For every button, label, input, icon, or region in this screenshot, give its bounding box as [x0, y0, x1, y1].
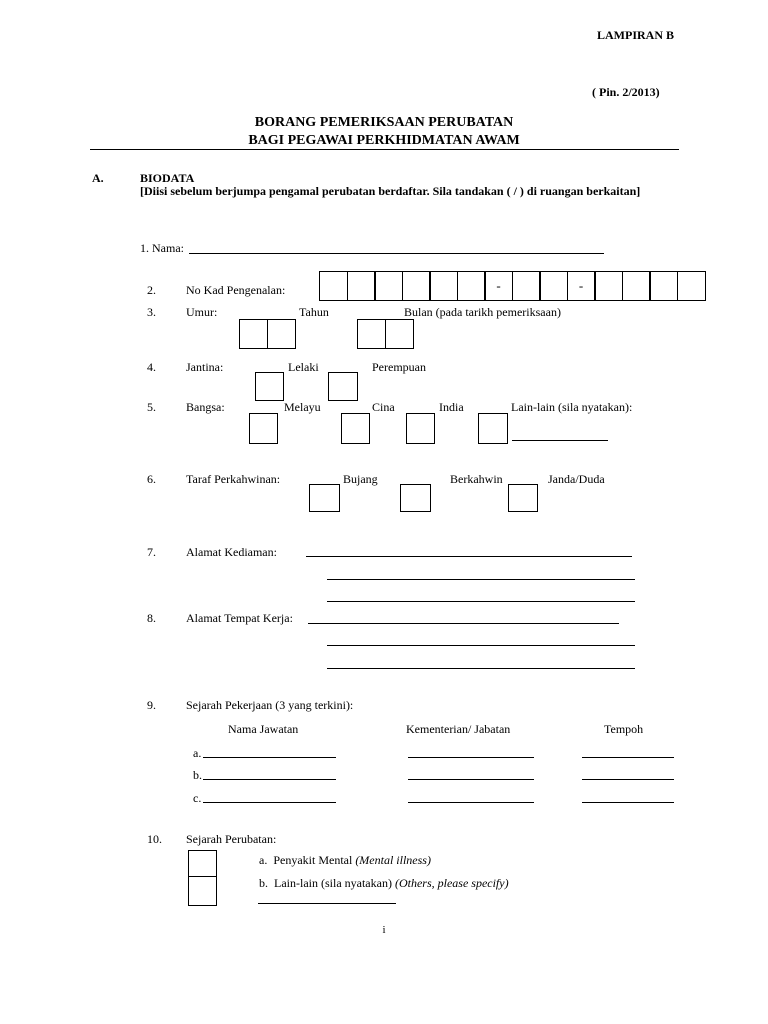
race-label: Bangsa:: [186, 400, 225, 414]
ic-separator: -: [484, 271, 513, 301]
employment-number: 9.: [147, 698, 156, 712]
medical-other-item: [259, 876, 509, 891]
employment-row-b-position[interactable]: [203, 779, 336, 780]
home-address-label: Alamat Kediaman:: [186, 545, 277, 559]
race-number: 5.: [147, 400, 156, 414]
race-malay-checkbox[interactable]: [249, 413, 278, 444]
employment-row-c-position[interactable]: [203, 802, 336, 803]
marital-married-checkbox[interactable]: [400, 484, 431, 512]
age-number: 3.: [147, 305, 156, 319]
page-number: i: [382, 924, 386, 936]
ic-digit-box[interactable]: [374, 271, 403, 301]
age-years-boxes[interactable]: [239, 319, 296, 349]
medical-other-input-line[interactable]: [258, 903, 396, 904]
employment-row-b-label: b.: [193, 768, 202, 782]
age-months-digit-box[interactable]: [385, 319, 414, 349]
medical-mental-english: (Mental illness): [355, 853, 431, 867]
section-instruction: [Diisi sebelum berjumpa pengamal perubatan berdaftar. Sila tandakan ( / ) di ruangan berkaitan]: [140, 184, 641, 198]
age-label: Umur:: [186, 305, 218, 319]
employment-row-a-ministry[interactable]: [408, 757, 534, 758]
race-other-label: Lain-lain (sila nyatakan):: [511, 400, 633, 414]
work-address-line-3[interactable]: [327, 668, 635, 669]
home-address-line-3[interactable]: [327, 601, 635, 602]
employment-row-c-label: c.: [193, 791, 202, 805]
form-title-line1: BORANG PEMERIKSAAN PERUBATAN: [254, 115, 514, 130]
employment-col-duration: Tempoh: [604, 722, 644, 736]
ic-digit-box[interactable]: [677, 271, 706, 301]
ic-digit-box[interactable]: [512, 271, 541, 301]
age-months-digit-box[interactable]: [357, 319, 386, 349]
medical-history-number: 10.: [147, 832, 162, 846]
ic-digit-box[interactable]: [429, 271, 458, 301]
reference-number: ( Pin. 2/2013): [592, 85, 660, 99]
gender-male-checkbox[interactable]: [255, 372, 284, 401]
ic-digit-box[interactable]: [319, 271, 348, 301]
employment-label: Sejarah Pekerjaan (3 yang terkini):: [186, 698, 354, 712]
ic-label: No Kad Pengenalan:: [186, 283, 286, 297]
home-address-line-1[interactable]: [306, 556, 632, 557]
race-indian-checkbox[interactable]: [406, 413, 435, 444]
ic-digit-box[interactable]: [402, 271, 431, 301]
name-input-line[interactable]: [189, 253, 604, 254]
marital-widowed-checkbox[interactable]: [508, 484, 538, 512]
marital-widowed-label: Janda/Duda: [548, 472, 605, 486]
race-chinese-checkbox[interactable]: [341, 413, 370, 444]
employment-row-a-position[interactable]: [203, 757, 336, 758]
appendix-label: LAMPIRAN B: [597, 28, 674, 42]
age-months-label: Bulan (pada tarikh pemeriksaan): [404, 305, 561, 319]
employment-row-c-ministry[interactable]: [408, 802, 534, 803]
employment-col-position: Nama Jawatan: [228, 722, 299, 736]
title-divider: [90, 149, 679, 150]
gender-female-label: Perempuan: [372, 360, 426, 374]
age-years-label: Tahun: [299, 305, 329, 319]
home-address-line-2[interactable]: [327, 579, 635, 580]
ic-digit-box[interactable]: [622, 271, 651, 301]
employment-row-c-duration[interactable]: [582, 802, 674, 803]
employment-col-ministry: Kementerian/ Jabatan: [406, 722, 511, 736]
form-title-line2: BAGI PEGAWAI PERKHIDMATAN AWAM: [248, 133, 520, 148]
marital-married-label: Berkahwin: [450, 472, 503, 486]
employment-row-b-duration[interactable]: [582, 779, 674, 780]
marital-single-label: Bujang: [343, 472, 378, 486]
age-months-boxes[interactable]: [357, 319, 414, 349]
medical-other-prefix: b.: [259, 876, 268, 890]
ic-digit-box[interactable]: [347, 271, 376, 301]
gender-number: 4.: [147, 360, 156, 374]
marital-number: 6.: [147, 472, 156, 486]
ic-number: 2.: [147, 283, 156, 297]
work-address-line-1[interactable]: [308, 623, 619, 624]
race-malay-label: Melayu: [284, 400, 321, 414]
race-indian-label: India: [439, 400, 464, 414]
ic-digit-box[interactable]: [539, 271, 568, 301]
ic-digit-box[interactable]: [649, 271, 678, 301]
work-address-line-2[interactable]: [327, 645, 635, 646]
section-letter: A.: [92, 171, 104, 185]
medical-other-english: (Others, please specify): [394, 876, 509, 890]
section-heading: BIODATA: [140, 171, 195, 185]
age-years-digit-box[interactable]: [239, 319, 268, 349]
medical-mental-item: [259, 853, 431, 868]
marital-single-checkbox[interactable]: [309, 484, 340, 512]
gender-female-checkbox[interactable]: [328, 372, 358, 401]
race-chinese-label: Cina: [372, 400, 395, 414]
medical-mental-checkbox[interactable]: [188, 850, 217, 878]
employment-row-a-label: a.: [193, 746, 202, 760]
ic-digit-box[interactable]: [457, 271, 486, 301]
medical-mental-text: Penyakit Mental: [273, 853, 353, 867]
marital-label: Taraf Perkahwinan:: [186, 472, 281, 486]
home-address-number: 7.: [147, 545, 156, 559]
medical-other-text: Lain-lain (sila nyatakan): [274, 876, 392, 890]
work-address-label: Alamat Tempat Kerja:: [186, 611, 293, 625]
medical-other-checkbox[interactable]: [188, 876, 217, 906]
name-label: 1. Nama:: [140, 241, 184, 255]
medical-history-label: Sejarah Perubatan:: [186, 832, 277, 846]
race-other-checkbox[interactable]: [478, 413, 508, 444]
work-address-number: 8.: [147, 611, 156, 625]
ic-digit-box[interactable]: [594, 271, 623, 301]
gender-male-label: Lelaki: [288, 360, 319, 374]
age-years-digit-box[interactable]: [267, 319, 296, 349]
employment-row-a-duration[interactable]: [582, 757, 674, 758]
ic-boxes[interactable]: [319, 271, 706, 301]
employment-row-b-ministry[interactable]: [408, 779, 534, 780]
ic-separator: -: [567, 271, 596, 301]
medical-mental-prefix: a.: [259, 853, 268, 867]
race-other-input-line[interactable]: [512, 440, 608, 441]
gender-label: Jantina:: [186, 360, 224, 374]
